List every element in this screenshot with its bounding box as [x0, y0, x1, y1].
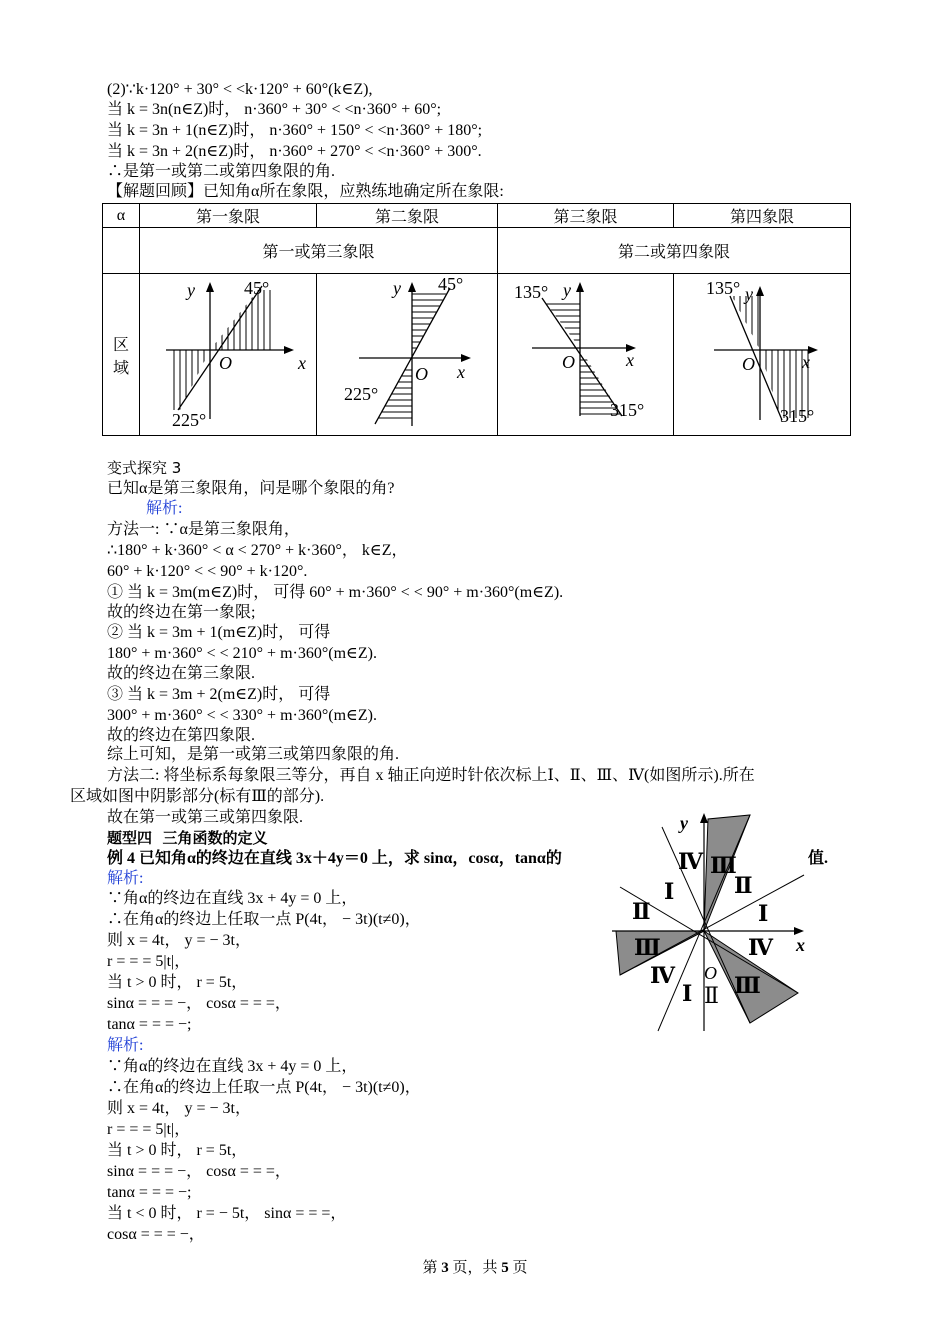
variant-line-14: 区域如图中阴影部分(标有Ⅲ的部分). [70, 788, 325, 805]
block2-line-1: ∵角α的终边在直线 3x + 4y = 0 上， [107, 1058, 358, 1075]
quadrant-table [102, 203, 851, 436]
part2-line-1: (2)∵k·120° + 30° < <k·120° + 60°(k∈Z), [107, 81, 373, 98]
q2-angle-45: 45° [438, 274, 464, 294]
q4-angle-135: 135° [706, 278, 741, 298]
variant-line-12: 综上可知，是第一或第三或第四象限的角. [107, 746, 400, 763]
q1-angle-45: 45° [244, 278, 270, 298]
block1-line-7: tanα = = = −; [107, 1016, 192, 1033]
variant-line-6: ② 当 k = 3m + 1(m∈Z)时， 可得 [107, 624, 331, 641]
block2-line-6: sinα = = = −， cosα = = =， [107, 1163, 291, 1180]
variant-line-11: 故的终边在第四象限. [107, 727, 256, 744]
block1-line-2: ∴在角α的终边上任取一点 P(4t， − 3t)(t≠0)， [107, 911, 421, 928]
variant-line-7: 180° + m·360° < < 210° + m·360°(m∈Z). [107, 645, 377, 662]
q3-header: 第三象限 [498, 204, 674, 228]
fig-label-1: Ⅰ [758, 901, 769, 926]
fig-label-9: Ⅰ [682, 981, 693, 1006]
q3-origin-label: O [562, 352, 575, 372]
variant-line-13: 方法二: 将坐标系每象限三等分，再自 x 轴正向逆时针依次标上Ⅰ、Ⅱ、Ⅲ、Ⅳ(如图所示).所在 [107, 767, 755, 784]
q1-angle-225: 225° [172, 410, 207, 430]
q3-x-label: x [626, 350, 634, 370]
q3-y-label: y [563, 280, 571, 300]
variant-line-15: 故在第一或第三或第四象限. [107, 809, 304, 826]
q4-angle-315: 315° [780, 406, 815, 426]
diagram-q1-cell [140, 274, 317, 436]
page-footer [0, 1256, 950, 1277]
variant-title: 变式探究 3 [107, 459, 182, 477]
block2-line-8: 当 t < 0 时， r = − 5t， sinα = = =， [107, 1205, 347, 1222]
q4-origin-label: O [742, 354, 755, 374]
alpha-header: α [103, 204, 140, 228]
example4-end: 值. [808, 850, 829, 867]
half-right-cell: 第二或第四象限 [498, 228, 851, 274]
footer-suffix: 页 [508, 1260, 528, 1276]
fig-label-5: Ⅰ [664, 879, 675, 904]
q1-header: 第一象限 [140, 204, 317, 228]
q3-angle-135: 135° [514, 282, 549, 302]
diagram-q4-cell [674, 274, 851, 436]
fig-x-label: x [796, 935, 805, 955]
q2-angle-225: 225° [344, 384, 379, 404]
q4-y-label: y [745, 284, 753, 304]
q4-header: 第四象限 [674, 204, 851, 228]
diagram-q1 [140, 274, 316, 430]
q1-x-label: x [298, 353, 306, 373]
fig-label-6: Ⅱ [632, 899, 651, 924]
footer-prefix: 第 [422, 1260, 442, 1276]
variant-line-3: 60° + k·120° < < 90° + k·120°. [107, 563, 308, 580]
diagram-q2-cell [317, 274, 498, 436]
block1-line-1: ∵角α的终边在直线 3x + 4y = 0 上， [107, 890, 358, 907]
type4-title: 题型四 三角函数的定义 [107, 829, 268, 847]
variant-line-9: ③ 当 k = 3m + 2(m∈Z)时， 可得 [107, 686, 331, 703]
footer-total: 5 [501, 1260, 509, 1276]
block2-line-5: 当 t > 0 时， r = 5t， [107, 1142, 248, 1159]
variant-line-2: ∴180° + k·360° < α < 270° + k·360°， k∈Z， [107, 542, 408, 559]
fig-label-7: Ⅲ [634, 935, 661, 960]
type4-jiexi-1: 解析: [107, 870, 144, 887]
block1-line-4: r = = = 5|t|， [107, 953, 191, 970]
fig-y-label: y [680, 813, 688, 833]
footer-mid: 页，共 [448, 1260, 502, 1276]
variant-jiexi-label: 解析: [146, 500, 183, 517]
fig-label-11: Ⅲ [734, 973, 761, 998]
diagram-q3-cell [498, 274, 674, 436]
variant-line-5: 故的终边在第一象限; [107, 604, 256, 621]
fig-label-12: Ⅳ [748, 935, 773, 960]
variant-line-10: 300° + m·360° < < 330° + m·360°(m∈Z). [107, 707, 377, 724]
block2-line-3: 则 x = 4t， y = − 3t， [107, 1100, 251, 1117]
block1-line-6: sinα = = = −， cosα = = =， [107, 995, 291, 1012]
block1-line-3: 则 x = 4t， y = − 3t， [107, 932, 251, 949]
type4-jiexi-2: 解析: [107, 1037, 144, 1054]
fig-label-3: Ⅲ [710, 853, 737, 878]
block2-line-7: tanα = = = −; [107, 1184, 192, 1201]
block2-line-4: r = = = 5|t|， [107, 1121, 191, 1138]
half-left-cell: 第一或第三象限 [140, 228, 498, 274]
fig-label-4: Ⅳ [678, 849, 703, 874]
region-char-2: 域 [112, 359, 129, 377]
fig-label-2: Ⅱ [734, 873, 753, 898]
half-empty-cell [103, 228, 140, 274]
variant-line-4: ① 当 k = 3m(m∈Z)时， 可得 60° + m·360° < < 90° + m·360°(m∈Z). [107, 584, 564, 601]
variant-question: 已知α是第三象限角，问是哪个象限的角? [107, 480, 395, 497]
example4-text: 例 4 已知角α的终边在直线 3x＋4y＝0 上，求 sinα，cosα，tanα的 [107, 850, 562, 867]
region-char-1: 区 [112, 336, 129, 354]
q1-origin-label: O [219, 353, 232, 373]
variant-line-1: 方法一: ∵α是第三象限角， [107, 521, 300, 538]
q2-y-label: y [393, 278, 401, 298]
diagram-q3 [498, 274, 673, 430]
q1-y-label: y [187, 280, 195, 300]
q2-origin-label: O [415, 364, 428, 384]
block1-line-5: 当 t > 0 时， r = 5t， [107, 974, 248, 991]
region-label [103, 274, 140, 436]
q2-x-label: x [457, 362, 465, 382]
fig-label-8: Ⅳ [650, 963, 675, 988]
sector-figure [610, 805, 820, 1035]
block2-line-2: ∴在角α的终边上任取一点 P(4t， − 3t)(t≠0)， [107, 1079, 421, 1096]
diagram-q2 [317, 274, 497, 430]
footer-page: 3 [441, 1260, 449, 1276]
variant-line-8: 故的终边在第三象限. [107, 665, 256, 682]
fig-label-10: Ⅱ [704, 983, 719, 1008]
q3-angle-315: 315° [610, 400, 645, 420]
block2-line-9: cosα = = = −， [107, 1226, 205, 1243]
part2-line-4: 当 k = 3n + 2(n∈Z)时， n·360° + 270° < <n·360° + 300°. [107, 143, 482, 160]
q2-header: 第二象限 [317, 204, 498, 228]
q4-x-label: x [802, 352, 810, 372]
part2-line-3: 当 k = 3n + 1(n∈Z)时， n·360° + 150° < <n·360° + 180°; [107, 122, 483, 139]
review-heading: 【解题回顾】已知角α所在象限，应熟练地确定所在象限: [107, 183, 504, 200]
part2-conclusion: ∴是第一或第二或第四象限的角. [107, 163, 336, 180]
diagram-q4 [674, 274, 850, 430]
fig-origin-label: O [704, 963, 717, 983]
part2-line-2: 当 k = 3n(n∈Z)时， n·360° + 30° < <n·360° + 60°; [107, 101, 442, 118]
